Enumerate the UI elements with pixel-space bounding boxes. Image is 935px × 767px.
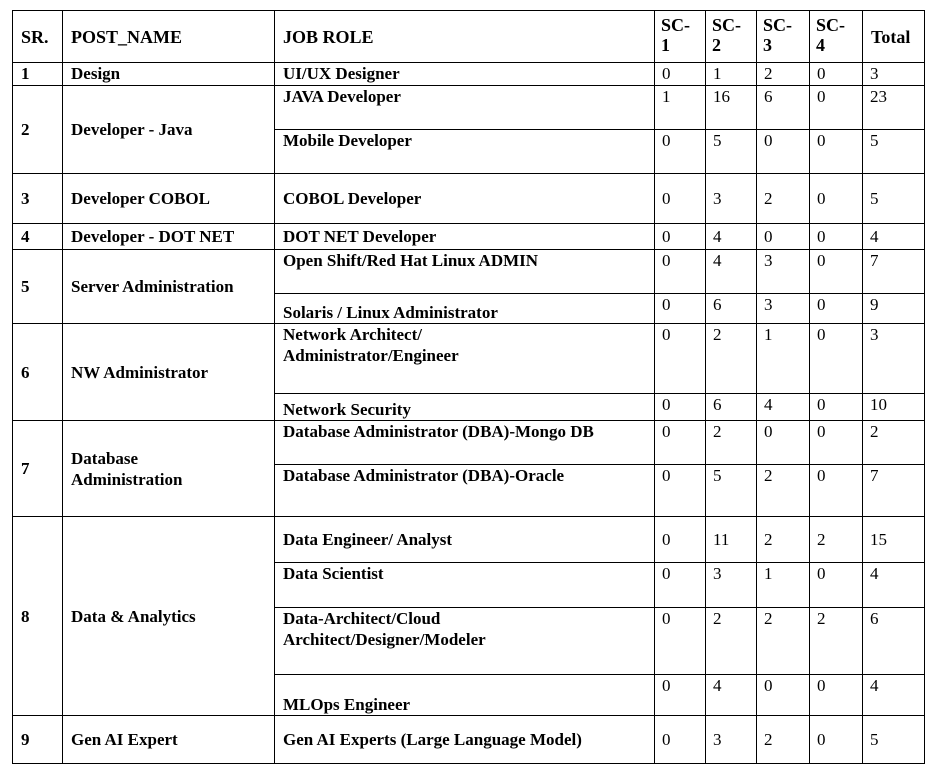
header-sc2 <box>706 11 757 63</box>
cell-sc3: 2 <box>757 716 810 764</box>
header-sc4-prefix: SC- <box>816 15 846 35</box>
cell-sc1: 0 <box>655 608 706 675</box>
job-role-line-1: Network Architect/ <box>283 325 422 344</box>
cell-job-role: Database Administrator (DBA)-Oracle <box>275 465 655 517</box>
cell-sc2: 6 <box>706 394 757 421</box>
cell-sc4: 0 <box>810 86 863 130</box>
job-role-line-2: Administrator/Engineer <box>283 346 459 365</box>
header-sc1-number: 1 <box>661 35 670 55</box>
table-row <box>13 174 925 224</box>
cell-job-role: DOT NET Developer <box>275 224 655 250</box>
header-row <box>13 11 925 63</box>
cell-sc3: 2 <box>757 517 810 563</box>
cell-job-role: Data Engineer/ Analyst <box>275 517 655 563</box>
post-name-line-2: Administration <box>71 469 183 489</box>
cell-sc4: 2 <box>810 608 863 675</box>
cell-total: 10 <box>863 394 925 421</box>
cell-sc1: 0 <box>655 716 706 764</box>
cell-sc2: 4 <box>706 675 757 716</box>
cell-sc3: 0 <box>757 421 810 465</box>
cell-sc2: 2 <box>706 324 757 394</box>
cell-sc4: 0 <box>810 716 863 764</box>
cell-job-role <box>275 324 655 394</box>
cell-sc2: 3 <box>706 563 757 608</box>
cell-sr: 9 <box>13 716 63 764</box>
header-job-role: JOB ROLE <box>275 11 655 63</box>
cell-job-role: Gen AI Experts (Large Language Model) <box>275 716 655 764</box>
cell-sc1: 0 <box>655 465 706 517</box>
cell-sc4: 0 <box>810 130 863 174</box>
header-sc3-prefix: SC- <box>763 15 793 35</box>
cell-sc1: 0 <box>655 130 706 174</box>
cell-sc2: 16 <box>706 86 757 130</box>
cell-sc1: 0 <box>655 174 706 224</box>
cell-sc3: 6 <box>757 86 810 130</box>
cell-sc1: 0 <box>655 517 706 563</box>
cell-sc1: 0 <box>655 324 706 394</box>
cell-sc4: 0 <box>810 394 863 421</box>
cell-sc2: 1 <box>706 63 757 86</box>
cell-sr: 8 <box>13 517 63 716</box>
cell-sc3: 2 <box>757 174 810 224</box>
job-role-line-2: Architect/Designer/Modeler <box>283 630 486 649</box>
cell-sr: 6 <box>13 324 63 421</box>
cell-total: 3 <box>863 63 925 86</box>
header-sc1-prefix: SC- <box>661 15 691 35</box>
cell-total: 23 <box>863 86 925 130</box>
header-sc2-prefix: SC- <box>712 15 742 35</box>
cell-total: 15 <box>863 517 925 563</box>
cell-sc4: 0 <box>810 675 863 716</box>
cell-sc1: 0 <box>655 394 706 421</box>
cell-total: 4 <box>863 224 925 250</box>
cell-sc3: 3 <box>757 250 810 294</box>
cell-sc3: 2 <box>757 608 810 675</box>
cell-sc2: 5 <box>706 130 757 174</box>
cell-post-name: Developer - Java <box>63 86 275 174</box>
cell-sc4: 0 <box>810 324 863 394</box>
cell-sc1: 0 <box>655 563 706 608</box>
cell-total: 4 <box>863 563 925 608</box>
cell-sc1: 0 <box>655 63 706 86</box>
cell-post-name: Data & Analytics <box>63 517 275 716</box>
cell-sc3: 2 <box>757 63 810 86</box>
cell-sr: 1 <box>13 63 63 86</box>
cell-job-role: Mobile Developer <box>275 130 655 174</box>
cell-sc2: 2 <box>706 421 757 465</box>
cell-sc4: 0 <box>810 421 863 465</box>
cell-post-name: Server Administration <box>63 250 275 324</box>
cell-sr: 3 <box>13 174 63 224</box>
cell-sc4: 0 <box>810 563 863 608</box>
cell-total: 4 <box>863 675 925 716</box>
cell-job-role: Database Administrator (DBA)-Mongo DB <box>275 421 655 465</box>
table-row <box>13 716 925 764</box>
cell-post-name: Gen AI Expert <box>63 716 275 764</box>
cell-total: 6 <box>863 608 925 675</box>
cell-sr: 7 <box>13 421 63 517</box>
cell-sc2: 11 <box>706 517 757 563</box>
cell-post-name: NW Administrator <box>63 324 275 421</box>
header-total: Total <box>863 11 925 63</box>
cell-sc2: 3 <box>706 174 757 224</box>
cell-total: 2 <box>863 421 925 465</box>
job-role-line-1: Data-Architect/Cloud <box>283 609 441 628</box>
cell-sc4: 0 <box>810 174 863 224</box>
cell-sc3: 1 <box>757 324 810 394</box>
cell-post-name: Design <box>63 63 275 86</box>
cell-job-role: UI/UX Designer <box>275 63 655 86</box>
header-sc2-number: 2 <box>712 35 721 55</box>
cell-job-role: Solaris / Linux Administrator <box>275 294 655 324</box>
cell-job-role: MLOps Engineer <box>275 675 655 716</box>
cell-sc2: 4 <box>706 224 757 250</box>
cell-total: 5 <box>863 174 925 224</box>
cell-post-name: Developer COBOL <box>63 174 275 224</box>
cell-sc1: 1 <box>655 86 706 130</box>
cell-total: 5 <box>863 130 925 174</box>
cell-sc4: 2 <box>810 517 863 563</box>
table-row <box>13 324 925 394</box>
cell-sc3: 0 <box>757 675 810 716</box>
header-sc4 <box>810 11 863 63</box>
cell-sc3: 2 <box>757 465 810 517</box>
cell-total: 9 <box>863 294 925 324</box>
table-row <box>13 63 925 86</box>
cell-sr: 2 <box>13 86 63 174</box>
header-sc3-number: 3 <box>763 35 772 55</box>
cell-sc2: 6 <box>706 294 757 324</box>
cell-job-role <box>275 608 655 675</box>
cell-job-role: COBOL Developer <box>275 174 655 224</box>
table-row <box>13 517 925 563</box>
cell-sc1: 0 <box>655 224 706 250</box>
table-row <box>13 224 925 250</box>
cell-sc4: 0 <box>810 465 863 517</box>
cell-sc4: 0 <box>810 63 863 86</box>
header-post-name: POST_NAME <box>63 11 275 63</box>
cell-total: 7 <box>863 465 925 517</box>
header-sc1 <box>655 11 706 63</box>
vacancy-table <box>12 10 925 764</box>
cell-post-name <box>63 421 275 517</box>
cell-sc2: 2 <box>706 608 757 675</box>
table-row <box>13 250 925 294</box>
cell-sc1: 0 <box>655 421 706 465</box>
cell-sc1: 0 <box>655 250 706 294</box>
cell-sc4: 0 <box>810 224 863 250</box>
vacancy-table-container <box>12 10 925 764</box>
post-name-line-1: Database <box>71 448 139 468</box>
cell-sr: 5 <box>13 250 63 324</box>
cell-total: 5 <box>863 716 925 764</box>
cell-sc2: 3 <box>706 716 757 764</box>
table-row <box>13 421 925 465</box>
header-sc4-number: 4 <box>816 35 825 55</box>
cell-job-role: Data Scientist <box>275 563 655 608</box>
cell-sc1: 0 <box>655 675 706 716</box>
cell-sc3: 0 <box>757 224 810 250</box>
table-row <box>13 86 925 130</box>
cell-job-role: Open Shift/Red Hat Linux ADMIN <box>275 250 655 294</box>
header-sc3 <box>757 11 810 63</box>
cell-sc3: 0 <box>757 130 810 174</box>
cell-job-role: JAVA Developer <box>275 86 655 130</box>
cell-sc2: 5 <box>706 465 757 517</box>
cell-post-name: Developer - DOT NET <box>63 224 275 250</box>
cell-sc1: 0 <box>655 294 706 324</box>
cell-sc3: 1 <box>757 563 810 608</box>
cell-sc2: 4 <box>706 250 757 294</box>
cell-sc3: 3 <box>757 294 810 324</box>
cell-sc4: 0 <box>810 294 863 324</box>
cell-job-role: Network Security <box>275 394 655 421</box>
cell-sr: 4 <box>13 224 63 250</box>
cell-sc4: 0 <box>810 250 863 294</box>
header-sr: SR. <box>13 11 63 63</box>
cell-sc3: 4 <box>757 394 810 421</box>
cell-total: 7 <box>863 250 925 294</box>
cell-total: 3 <box>863 324 925 394</box>
